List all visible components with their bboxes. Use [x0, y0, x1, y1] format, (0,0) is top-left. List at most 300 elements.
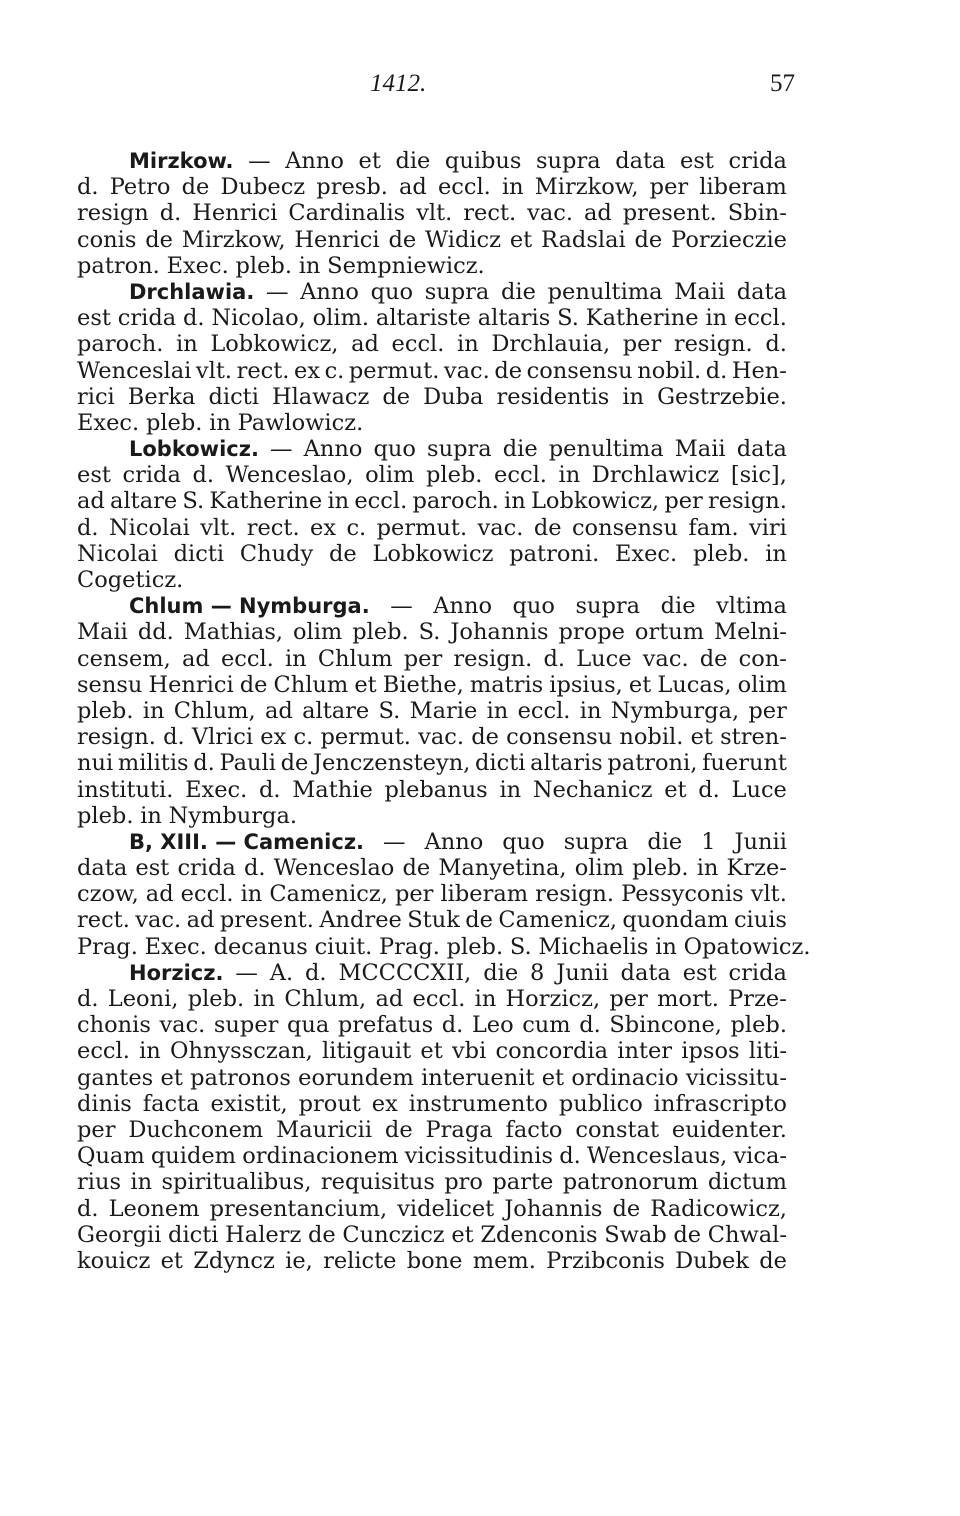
word: d. — [579, 1012, 601, 1039]
word: presb. — [316, 174, 388, 201]
word: gantes — [77, 1064, 154, 1091]
word: de — [471, 724, 499, 751]
word: d. — [259, 776, 281, 803]
word: S. — [182, 488, 205, 515]
word: qua — [286, 1012, 330, 1039]
word: requisitus — [320, 1169, 435, 1196]
text-line — [77, 515, 787, 541]
word: de — [402, 855, 431, 882]
word: de — [465, 907, 493, 934]
word: rius — [77, 1169, 121, 1196]
word: stren- — [720, 724, 787, 751]
word: olim — [292, 619, 343, 646]
text-line — [77, 462, 787, 488]
word: Zdenconis — [480, 1221, 598, 1248]
word: in — [486, 697, 509, 724]
word: chonis — [77, 1012, 151, 1039]
word: Mathias, — [183, 619, 284, 646]
word: de — [634, 226, 663, 253]
word: eccl. — [494, 462, 547, 489]
word: vltima — [716, 593, 787, 620]
word: Vlrici — [191, 724, 254, 751]
word: d. — [163, 724, 185, 751]
word: Leonem — [108, 1195, 200, 1222]
word: Stuk — [407, 907, 460, 934]
word: et — [541, 1064, 565, 1091]
word: pleb. — [187, 986, 245, 1012]
word: ad — [145, 881, 174, 908]
word: Mathie — [292, 776, 373, 803]
word: supra — [536, 148, 601, 174]
text-line — [77, 803, 787, 829]
word: est — [680, 148, 714, 174]
word: in — [705, 305, 728, 332]
word: Nicolai — [108, 514, 190, 541]
word: in — [176, 331, 198, 358]
word: Sempniewicz. — [327, 252, 485, 279]
word: Exec. — [185, 776, 248, 803]
word: et — [358, 148, 381, 174]
word: et — [160, 1064, 183, 1091]
text-line — [77, 619, 787, 645]
word: die — [501, 278, 536, 305]
word: Luce — [731, 776, 787, 803]
running-head — [60, 70, 795, 110]
word: olim. — [312, 305, 370, 332]
word: 8 — [530, 959, 545, 986]
text-line — [77, 933, 811, 960]
word: vbi — [451, 1038, 487, 1065]
text-line — [77, 567, 787, 593]
word: pleb. — [425, 462, 483, 489]
word: eorundem — [298, 1064, 414, 1091]
word: Krze- — [726, 855, 787, 882]
word: die — [395, 148, 431, 174]
word: Henrici — [148, 671, 234, 698]
word: data — [77, 855, 128, 882]
word: Drchlauia, — [491, 331, 611, 358]
word: Horzicz, — [505, 986, 601, 1012]
word: infrascripto — [653, 1090, 787, 1117]
text-line — [77, 1117, 787, 1143]
word: constat — [575, 1116, 660, 1143]
word: Anno — [300, 278, 359, 305]
word: Wenceslao, — [225, 462, 354, 489]
word: pleb. — [352, 619, 409, 646]
word: d. — [705, 357, 728, 384]
word: sensu — [77, 671, 143, 698]
word: dicti — [168, 1221, 219, 1248]
word: d. — [183, 305, 205, 332]
word: nobil. — [619, 724, 684, 751]
word: Prag. — [379, 933, 440, 960]
word: relicte — [323, 1247, 397, 1274]
word: pleb. — [446, 933, 504, 960]
word: ad — [351, 331, 379, 358]
word: crida — [122, 462, 181, 489]
word: Mauricii — [276, 1116, 373, 1143]
word: pleb. — [235, 252, 292, 279]
word: Chlum, — [284, 986, 367, 1012]
word: Duba — [423, 383, 484, 410]
word: dd. — [137, 619, 174, 646]
word: videlicet — [397, 1195, 495, 1222]
word: Porzieczie — [671, 226, 787, 253]
word: pleb. — [632, 855, 689, 882]
word: de — [699, 645, 728, 672]
word: d. — [543, 645, 566, 672]
word: — — [248, 148, 271, 174]
word: crida — [117, 305, 177, 332]
text-line — [77, 960, 787, 986]
word: ex — [371, 1090, 398, 1117]
word: supra — [563, 828, 629, 855]
word: quo — [512, 593, 555, 620]
word: Junii — [556, 959, 609, 986]
word: Anno — [285, 148, 344, 174]
word: Duchconem — [128, 1116, 264, 1143]
word: ipsius, — [549, 671, 623, 698]
word: dicti — [173, 540, 225, 567]
word: Nicolai — [77, 540, 158, 567]
text-line — [77, 593, 787, 619]
word: in — [284, 645, 307, 672]
word: c. — [324, 357, 345, 384]
word: Lobkowicz — [372, 540, 494, 567]
word: paroch. — [412, 488, 499, 515]
word: ad — [264, 697, 293, 724]
word: ad — [77, 488, 105, 515]
word: litigauit — [321, 1038, 412, 1065]
word: altaris — [530, 750, 603, 777]
word: patroni, — [607, 750, 698, 777]
word: Lucas, — [657, 671, 732, 698]
word: Leo — [471, 1012, 514, 1039]
word: censem, — [77, 645, 171, 672]
word: permut. — [348, 357, 440, 384]
word: Halerz — [225, 1221, 302, 1248]
word: kouicz — [77, 1247, 151, 1274]
word: d. — [77, 514, 99, 541]
text-line — [77, 1196, 787, 1222]
word: die — [502, 436, 538, 463]
word: de — [759, 1247, 787, 1274]
word: vlt. — [416, 200, 453, 227]
word: Nymburga, — [610, 697, 740, 724]
text-line — [77, 750, 787, 776]
word: Exec. — [144, 933, 207, 960]
text-line — [77, 488, 787, 514]
word: data — [736, 278, 787, 305]
word: in — [457, 331, 479, 358]
word: et — [509, 226, 533, 253]
word: die — [647, 828, 683, 855]
word: ciuit. — [314, 933, 373, 960]
word: S. — [418, 619, 441, 646]
word: Przibconis — [546, 1247, 665, 1274]
word: Lobkowicz, — [530, 488, 660, 515]
word: d. — [192, 462, 215, 489]
word: ad — [181, 645, 210, 672]
word: vac. — [443, 357, 490, 384]
word: in — [579, 697, 602, 724]
word: de — [494, 357, 523, 384]
word: Zdyncz — [193, 1247, 275, 1274]
word: eccl. — [437, 174, 491, 201]
word: d. — [77, 1195, 99, 1222]
word: de — [533, 514, 562, 541]
word: Chwal- — [707, 1221, 787, 1248]
word: ad — [186, 907, 215, 934]
word: de — [181, 174, 210, 201]
word: liti- — [748, 1038, 787, 1065]
word: resign. — [453, 645, 533, 672]
text-line — [77, 358, 787, 384]
word: present. — [219, 907, 314, 934]
word: vicissitudinis — [404, 1143, 554, 1170]
word: ex — [310, 514, 337, 541]
word: Wenceslao — [273, 855, 395, 882]
word: ordinacionem — [242, 1143, 399, 1170]
word: nui — [77, 750, 114, 777]
word: vlt. — [195, 357, 233, 384]
word: et — [628, 671, 652, 698]
word: Dubek — [675, 1247, 750, 1274]
word: Katherine — [585, 305, 699, 332]
word: Radslai — [541, 226, 626, 253]
text-line — [77, 1012, 787, 1038]
word: — — [383, 828, 406, 855]
word: euidenter. — [671, 1116, 787, 1143]
word: decanus — [213, 933, 308, 960]
text-line — [77, 279, 787, 305]
text-line — [77, 384, 787, 410]
text-line — [77, 829, 787, 855]
text-line — [77, 331, 787, 357]
word: Camenicz, — [498, 907, 617, 934]
word: ipsos — [681, 1038, 740, 1065]
word: publico — [558, 1090, 643, 1117]
word: Johannis — [504, 1195, 603, 1222]
word: de — [612, 1195, 641, 1222]
text-line — [77, 253, 787, 279]
text-line — [77, 1065, 787, 1091]
word: Widicz — [425, 226, 501, 253]
word: olim — [737, 671, 787, 698]
word: Michaelis — [538, 933, 649, 960]
word: et — [420, 1038, 443, 1065]
word: et — [354, 671, 377, 698]
word: Gestrzebie. — [657, 383, 787, 410]
word: concordia — [495, 1038, 609, 1065]
word: Swab — [604, 1221, 667, 1248]
word: Drchlawicz — [591, 462, 720, 489]
word: c. — [293, 724, 314, 751]
word: in — [504, 488, 526, 515]
word: in — [499, 776, 522, 803]
text-line — [77, 227, 787, 253]
word: Chlum — [317, 645, 393, 672]
word: olim — [574, 855, 624, 882]
word: c. — [346, 514, 367, 541]
word: vac. — [477, 514, 524, 541]
word: resign. — [77, 724, 156, 751]
word: patron. — [77, 252, 160, 279]
word: Prag. — [77, 933, 138, 960]
word: eccl. — [354, 488, 408, 515]
word: cum — [522, 1012, 571, 1039]
word: altariste — [375, 305, 471, 332]
word: supra — [427, 436, 492, 463]
word: Henrici — [192, 200, 278, 227]
word: crida — [177, 855, 236, 882]
text-line — [77, 305, 787, 331]
word: czow, — [77, 881, 139, 908]
word: facta — [142, 1090, 200, 1117]
word: quo — [370, 278, 414, 305]
text-line — [77, 855, 787, 881]
word: Quam — [77, 1143, 145, 1170]
entry-heading: Chlum — Nymburga. — [129, 594, 370, 619]
word: Sbin- — [727, 200, 787, 227]
word: S. — [378, 697, 401, 724]
text-line — [77, 174, 787, 200]
word: Nymburga. — [168, 802, 298, 829]
word: Junii — [734, 828, 787, 855]
word: d. — [441, 1012, 464, 1039]
word: 1 — [701, 828, 716, 855]
text-line — [77, 1038, 787, 1064]
word: ciuis — [733, 907, 787, 934]
word: Andree — [319, 907, 402, 934]
word: rici — [77, 383, 115, 410]
word: permut. — [320, 724, 411, 751]
word: penultima — [547, 278, 663, 305]
text-line — [77, 672, 787, 698]
word: Pessyconis — [621, 881, 744, 908]
word: ad — [399, 174, 427, 201]
word: data — [620, 959, 671, 986]
word: prefatus — [337, 1012, 434, 1039]
word: vac. — [642, 645, 689, 672]
word: permut. — [376, 514, 468, 541]
word: vlt. — [750, 881, 787, 908]
word: Luce — [576, 645, 632, 672]
word: eccl. — [734, 305, 787, 332]
word: quo — [373, 436, 416, 463]
word: viri — [749, 514, 787, 541]
text-line — [77, 986, 787, 1012]
word: MCCCCXII, — [338, 959, 472, 986]
word: ordinacio — [571, 1064, 679, 1091]
word: existit, — [210, 1090, 288, 1117]
text-line — [77, 410, 787, 436]
word: parte — [492, 1169, 554, 1196]
text-line — [77, 1222, 787, 1248]
word: resign. — [673, 331, 753, 358]
word: eccl. — [412, 986, 466, 1012]
word: per — [748, 697, 787, 724]
word: de — [384, 1116, 413, 1143]
word: Maii — [77, 619, 128, 646]
word: est — [77, 305, 111, 332]
word: d. — [77, 174, 99, 201]
word: crida — [728, 959, 787, 986]
word: consensu — [571, 514, 678, 541]
word: con- — [738, 645, 787, 672]
word: data — [736, 436, 787, 463]
word: Mirzkow, — [181, 226, 286, 253]
word: dictum — [707, 1169, 787, 1196]
word: Chlum, — [173, 697, 256, 724]
text-line — [77, 541, 787, 567]
word: mem. — [472, 1247, 536, 1274]
word: per — [664, 488, 703, 515]
word: Sbincone, — [609, 1012, 722, 1039]
word: pleb. — [77, 697, 134, 724]
word: vac. — [159, 1012, 206, 1039]
word: eccl. — [180, 881, 234, 908]
word: — — [265, 278, 289, 305]
word: in — [130, 1169, 153, 1196]
word: est — [135, 855, 170, 882]
word: fam. — [688, 514, 739, 541]
word: Wenceslaus, — [586, 1143, 728, 1170]
word: Hen- — [731, 357, 787, 384]
word: d. — [765, 331, 787, 358]
word: ex — [294, 357, 321, 384]
word: inter — [617, 1038, 673, 1065]
word: crida — [728, 148, 787, 174]
word: Anno — [303, 436, 363, 463]
word: Lobkowicz, — [210, 331, 339, 358]
word: Biethe, — [382, 671, 464, 698]
word: — — [235, 959, 258, 986]
page-number: 57 — [770, 70, 795, 97]
word: in — [298, 252, 321, 279]
word: de — [388, 226, 417, 253]
entry-heading: Horzicz. — [129, 960, 224, 985]
word: eccl. — [77, 1038, 130, 1065]
word: patroni. — [509, 540, 600, 567]
word: altaris — [477, 305, 551, 332]
word: ie, — [285, 1247, 313, 1274]
word: vac. — [527, 200, 573, 227]
word: in — [765, 540, 787, 567]
word: de — [382, 383, 411, 410]
entry-heading: Drchlawia. — [129, 279, 255, 304]
word: vac. — [418, 724, 465, 751]
word: rect. — [77, 907, 130, 934]
word: d. — [559, 1143, 581, 1170]
word: Chudy — [239, 540, 314, 567]
word: penultima — [548, 436, 664, 463]
word: Exec. — [166, 252, 229, 279]
text-line — [77, 646, 787, 672]
word: ortum — [634, 619, 705, 646]
word: — — [390, 593, 413, 620]
word: Pauli — [219, 750, 276, 777]
word: prout — [298, 1090, 361, 1117]
word: patronorum — [562, 1169, 699, 1196]
word: in — [140, 802, 162, 829]
text-line — [77, 1091, 787, 1117]
word: resign. — [535, 881, 615, 908]
word: supra — [575, 593, 641, 620]
word: Nechanicz — [532, 776, 653, 803]
word: Manyetina, — [438, 855, 567, 882]
word: [sic], — [730, 462, 787, 489]
